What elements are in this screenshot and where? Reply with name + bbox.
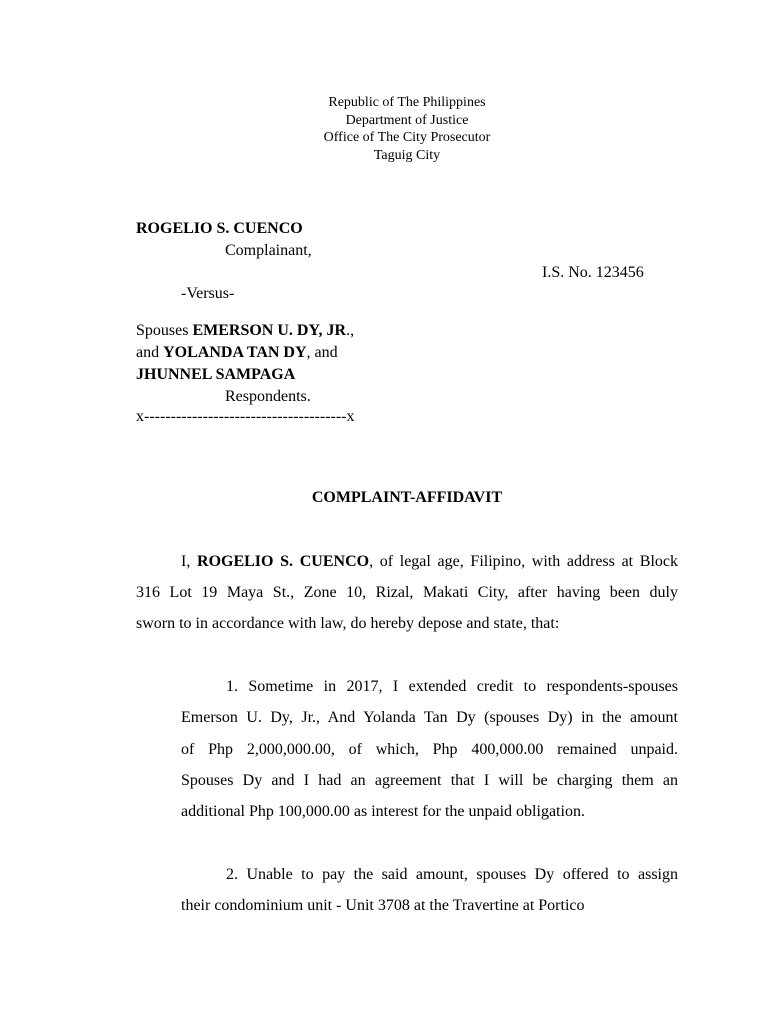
document-title: COMPLAINT-AFFIDAVIT <box>311 489 503 506</box>
respondent-3-name: JHUNNEL SAMPAGA <box>136 366 296 383</box>
paragraph-2-line-2: their condominium unit - Unit 3708 at the Travertine at Portico <box>181 897 585 914</box>
header-department: Department of Justice <box>345 113 469 128</box>
respondent-1-suffix: ., <box>346 322 355 339</box>
paragraph-1-line-3: of Php 2,000,000.00, of which, Php 400,000.00 remained unpaid. <box>181 741 678 758</box>
intro-line-1-rest: , of legal age, Filipino, with address at Block <box>369 553 679 570</box>
intro-line-1 <box>181 551 678 573</box>
header-office: Office of The City Prosecutor <box>323 130 491 145</box>
intro-line-2: 316 Lot 19 Maya St., Zone 10, Rizal, Makati City, after having been duly <box>136 584 678 601</box>
respondent-2-name: YOLANDA TAN DY <box>163 344 307 361</box>
respondents-prefix: Spouses <box>136 322 193 339</box>
complainant-name: ROGELIO S. CUENCO <box>136 220 303 237</box>
header-city: Taguig City <box>373 148 441 163</box>
respondents-line-2 <box>136 342 338 364</box>
affiant-name: ROGELIO S. CUENCO <box>197 553 370 570</box>
respondents-and-1: and <box>136 344 164 361</box>
respondent-1-name: EMERSON U. DY, JR <box>192 322 347 339</box>
paragraph-1-line-5: additional Php 100,000.00 as interest for the unpaid obligation. <box>181 803 585 820</box>
respondents-line-1 <box>136 320 354 342</box>
intro-prefix: I, <box>181 553 198 570</box>
paragraph-1-line-1: 1. Sometime in 2017, I extended credit to respondents-spouses <box>226 678 678 695</box>
paragraph-1-line-2: Emerson U. Dy, Jr., And Yolanda Tan Dy (spouses Dy) in the amount <box>181 709 678 726</box>
header-republic: Republic of The Philippines <box>328 95 486 110</box>
respondents-role: Respondents. <box>225 388 311 405</box>
versus-label: -Versus- <box>181 285 235 302</box>
caption-divider: x--------------------------------------x <box>136 408 355 425</box>
paragraph-1-line-4: Spouses Dy and I had an agreement that I will be charging them an <box>181 772 678 789</box>
paragraph-2-line-1: 2. Unable to pay the said amount, spouses Dy offered to assign <box>226 866 678 883</box>
case-number: I.S. No. 123456 <box>542 264 644 281</box>
respondents-and-2: , and <box>306 344 338 361</box>
intro-line-3: sworn to in accordance with law, do hereby depose and state, that: <box>136 615 560 632</box>
complainant-role: Complainant, <box>225 242 312 259</box>
